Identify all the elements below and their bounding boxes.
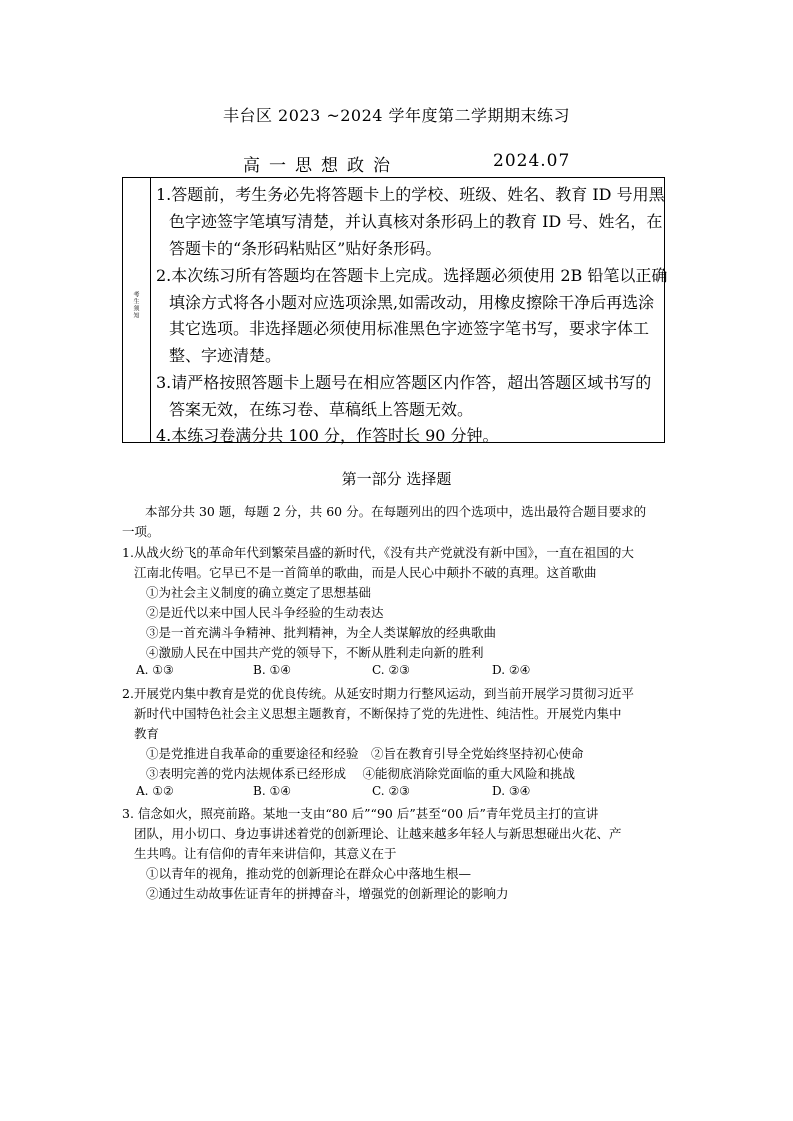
- notice-line: 答题卡的“条形码粘贴区”贴好条形码。: [169, 239, 442, 258]
- notice-side-label: 考生须知: [123, 178, 151, 442]
- question-stem: 3. 信念如火，照亮前路。某地一支由“80 后”“90 后”甚至“00 后”青年党员主打的宣讲: [122, 806, 599, 821]
- answer-option: C. ②③: [372, 663, 410, 677]
- question-item: ①以青年的视角，推动党的创新理论在群众心中落地生根—: [146, 866, 472, 881]
- question-item: ②通过生动故事佐证青年的拼搏奋斗，增强党的创新理论的影响力: [146, 886, 509, 901]
- question-stem: 团队，用小切口、身边事讲述着党的创新理论、让越来越多年轻人与新思想碰出火花、产: [134, 826, 622, 841]
- notice-line: 色字迹签字笔填写清楚，并认真核对条形码上的教育 ID 号、姓名，在: [169, 212, 663, 231]
- question-item: ③是一首充满斗争精神、批判精神，为全人类谋解放的经典歌曲: [146, 625, 497, 640]
- question-item: ①为社会主义制度的确立奠定了思想基础: [146, 585, 372, 600]
- question-stem: 2.开展党内集中教育是党的优良传统。从延安时期力行整风运动，到当前开展学习贯彻习近平: [122, 686, 634, 701]
- answer-option: C. ②③: [372, 784, 410, 798]
- answer-option: A. ①③: [136, 663, 174, 677]
- question-stem: 教育: [134, 726, 160, 741]
- question-stem: 1.从战火纷飞的革命年代到繁荣昌盛的新时代，《没有共产党就没有新中国》，一直在祖国的大: [122, 545, 634, 560]
- notice-line: 填涂方式将各小题对应选项涂黑,如需改动，用橡皮擦除干净后再选涂: [169, 293, 655, 312]
- notice-line: 答案无效，在练习卷、草稿纸上答题无效。: [169, 400, 474, 419]
- question-stem: 生共鸣。让有信仰的青年来讲信仰，其意义在于: [134, 846, 397, 861]
- answer-option: A. ①②: [136, 784, 174, 798]
- section-intro: 本部分共 30 题，每题 2 分，共 60 分。在每题列出的四个选项中，选出最符合题目要求的: [145, 504, 647, 519]
- answer-option: D. ②④: [492, 663, 531, 677]
- answer-option: D. ③④: [492, 784, 531, 798]
- exam-title: 丰台区 2023 ~2024 学年度第二学期期末练习: [222, 106, 571, 125]
- section-title: 第一部分 选择题: [341, 470, 452, 488]
- exam-date: 2024.07: [493, 151, 571, 171]
- question-stem: 江南北传唱。它早已不是一首简单的歌曲，而是人民心中颠扑不破的真理。这首歌曲: [134, 565, 597, 580]
- notice-box: [122, 177, 668, 445]
- question-item: ①是党推进自我革命的重要途径和经验 ②旨在教育引导全党始终坚持初心使命: [146, 746, 584, 761]
- notice-line: 其它选项。非选择题必须使用标准黑色字迹签字笔书写，要求字体工: [169, 319, 650, 338]
- question-stem: 新时代中国特色社会主义思想主题教育，不断保持了党的先进性、纯洁性。开展党内集中: [134, 706, 622, 721]
- notice-line: 整、字迹清楚。: [169, 346, 282, 365]
- subject-title: 高一思想政治: [243, 156, 399, 176]
- question-item: ④激励人民在中国共产党的领导下，不断从胜利走向新的胜利: [146, 645, 484, 660]
- answer-option: B. ①④: [253, 663, 291, 677]
- question-item: ②是近代以来中国人民斗争经验的生动表达: [146, 605, 384, 620]
- notice-line: 3.请严格按照答题卡上题号在相应答题区内作答，超出答题区域书写的: [156, 373, 652, 392]
- notice-line: 4.本练习卷满分共 100 分，作答时长 90 分钟。: [156, 426, 499, 445]
- question-item: ③表明完善的党内法规体系已经形成 ④能彻底消除党面临的重大风险和挑战: [146, 766, 575, 781]
- section-intro: 一项。: [122, 524, 160, 539]
- notice-line: 2.本次练习所有答题均在答题卡上完成。选择题必须使用 2B 铅笔以正确: [156, 266, 668, 285]
- answer-option: B. ①④: [253, 784, 291, 798]
- notice-line: 1.答题前，考生务必先将答题卡上的学校、班级、姓名、教育 ID 号用黑: [156, 185, 665, 204]
